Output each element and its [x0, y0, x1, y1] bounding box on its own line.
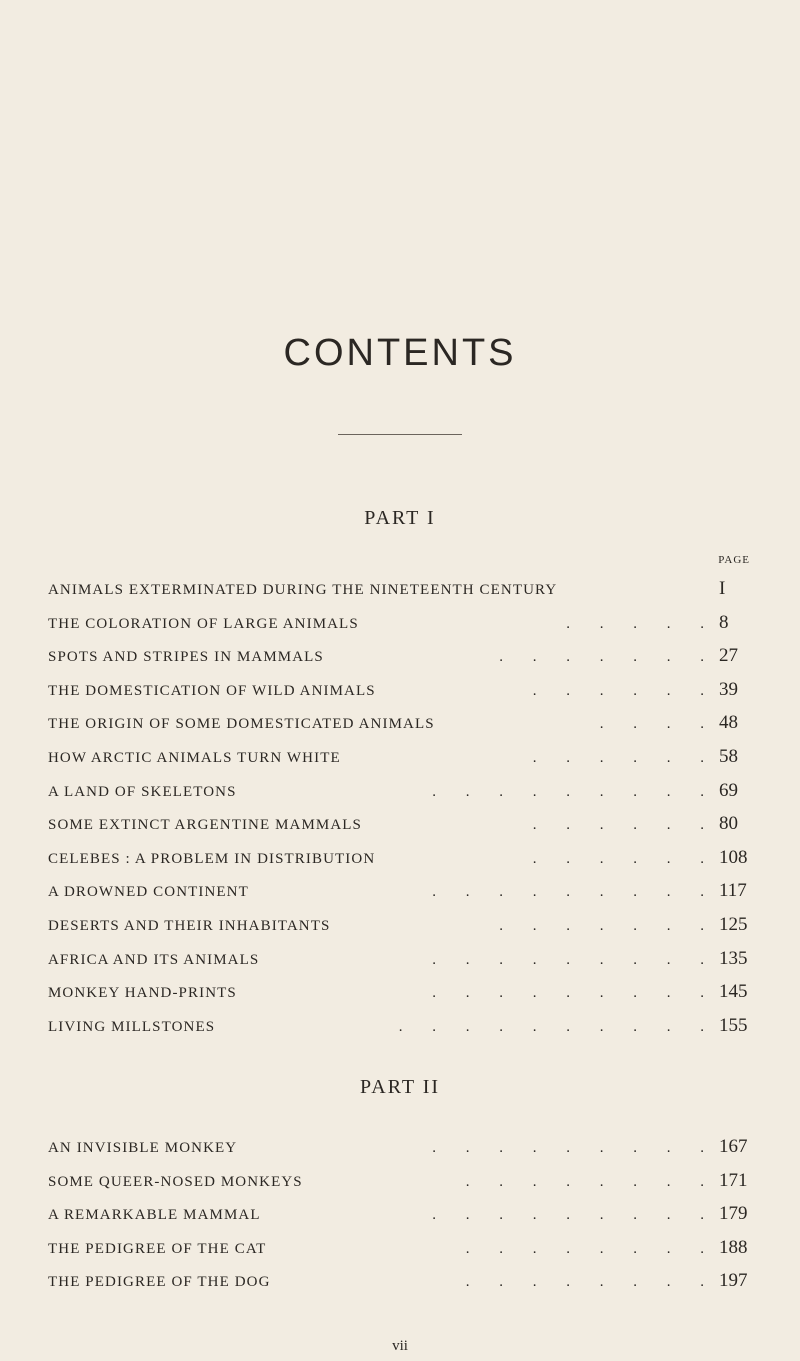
title-rule [338, 434, 462, 435]
toc-entry-leader-dots: . . . . . . . . . . [398, 1019, 717, 1035]
toc-entry-leader-dots: . . . . . . [532, 750, 717, 766]
toc-entry-title: A DROWNED CONTINENT [48, 884, 249, 900]
toc-entry-leader-dots: . . . . . . [532, 683, 717, 699]
part-heading-2: PART II [359, 1076, 441, 1098]
toc-entry[interactable] [48, 1136, 753, 1158]
toc-entry-page-number: 145 [719, 981, 748, 1002]
toc-entry-leader-dots: . . . . . . . . . [432, 884, 717, 900]
toc-entry[interactable] [48, 612, 753, 634]
toc-entry-leader-dots: . . . . . . . . . [432, 784, 717, 800]
toc-entry-page-number: 8 [719, 612, 729, 633]
toc-entry[interactable] [48, 578, 753, 600]
toc-entry-page-number: 155 [719, 1015, 748, 1036]
toc-entry-leader-dots: . . . . . . . . [465, 1241, 717, 1257]
toc-entry-page-number: 108 [719, 847, 748, 868]
toc-entry[interactable] [48, 1237, 753, 1259]
toc-entry-title: SPOTS AND STRIPES IN MAMMALS [48, 649, 324, 665]
toc-entry-page-number: 69 [719, 780, 738, 801]
toc-entry-leader-dots: . . . . . [566, 616, 717, 632]
toc-entry-title: AFRICA AND ITS ANIMALS [48, 952, 260, 968]
toc-entry-leader-dots: . . . . . . . . [465, 1274, 717, 1290]
toc-entry-page-number: I [719, 578, 726, 599]
toc-entry-page-number: 58 [719, 746, 738, 767]
toc-entry-title: A LAND OF SKELETONS [48, 784, 237, 800]
page-column-label: PAGE [718, 554, 750, 566]
toc-entry-title: DESERTS AND THEIR INHABITANTS [48, 918, 331, 934]
toc-entry[interactable] [48, 1015, 753, 1037]
toc-entry-leader-dots: . . . . . . . . . [432, 1207, 717, 1223]
toc-entry-page-number: 80 [719, 813, 738, 834]
toc-entry-title: SOME EXTINCT ARGENTINE MAMMALS [48, 817, 362, 833]
toc-entry[interactable] [48, 712, 753, 734]
toc-entry[interactable] [48, 1170, 753, 1192]
toc-entry-title: AN INVISIBLE MONKEY [48, 1140, 238, 1156]
toc-entry[interactable] [48, 645, 753, 667]
toc-entry-title: THE PEDIGREE OF THE DOG [48, 1274, 271, 1290]
toc-entry-page-number: 117 [719, 880, 747, 901]
toc-entry-page-number: 188 [719, 1237, 748, 1258]
toc-entry[interactable] [48, 880, 753, 902]
toc-entry[interactable] [48, 914, 753, 936]
toc-entry-page-number: 197 [719, 1270, 748, 1291]
toc-entry-page-number: 179 [719, 1203, 748, 1224]
toc-entry-title: HOW ARCTIC ANIMALS TURN WHITE [48, 750, 341, 766]
toc-entry-page-number: 171 [719, 1170, 748, 1191]
toc-entry-title: A REMARKABLE MAMMAL [48, 1207, 261, 1223]
toc-entry[interactable] [48, 847, 753, 869]
toc-entry-leader-dots: . . . . . . . [499, 918, 717, 934]
toc-entry[interactable] [48, 1270, 753, 1292]
toc-entry-page-number: 125 [719, 914, 748, 935]
toc-entry-title: LIVING MILLSTONES [48, 1019, 216, 1035]
part-heading-1: PART I [364, 507, 436, 529]
toc-entry-title: CELEBES : A PROBLEM IN DISTRIBUTION [48, 851, 376, 867]
toc-entry-leader-dots: . . . . . . . [499, 649, 717, 665]
toc-entry-leader-dots: . . . . . . . . [465, 1174, 717, 1190]
toc-entry-title: THE DOMESTICATION OF WILD ANIMALS [48, 683, 376, 699]
toc-entry-page-number: 135 [719, 948, 748, 969]
toc-entry[interactable] [48, 1203, 753, 1225]
toc-entry-title: THE COLORATION OF LARGE ANIMALS [48, 616, 359, 632]
toc-entry-leader-dots: . . . . . . . . . [432, 985, 717, 1001]
toc-entry[interactable] [48, 981, 753, 1003]
toc-entry-leader-dots: . . . . . . [532, 851, 717, 867]
toc-entry-page-number: 167 [719, 1136, 748, 1157]
toc-entry-page-number: 39 [719, 679, 738, 700]
toc-entry-leader-dots: . . . . . . [532, 817, 717, 833]
toc-entry-leader-dots: . . . . . . . . . [432, 1140, 717, 1156]
toc-entry-title: MONKEY HAND-PRINTS [48, 985, 237, 1001]
page-title: CONTENTS [283, 332, 517, 374]
toc-entry[interactable] [48, 679, 753, 701]
toc-entry[interactable] [48, 780, 753, 802]
toc-entry-title: SOME QUEER-NOSED MONKEYS [48, 1174, 303, 1190]
toc-entry[interactable] [48, 746, 753, 768]
toc-entry-leader-dots: . . . . [599, 716, 717, 732]
toc-entry-title: THE PEDIGREE OF THE CAT [48, 1241, 267, 1257]
toc-entry-title: THE ORIGIN OF SOME DOMESTICATED ANIMALS [48, 716, 435, 732]
toc-entry-title: ANIMALS EXTERMINATED DURING THE NINETEENTH CENTURY [48, 582, 558, 598]
toc-entry-leader-dots: . . . . . . . . . [432, 952, 717, 968]
page-folio: vii [392, 1338, 408, 1354]
toc-entry-page-number: 27 [719, 645, 738, 666]
toc-entry-page-number: 48 [719, 712, 738, 733]
toc-entry[interactable] [48, 813, 753, 835]
toc-entry[interactable] [48, 948, 753, 970]
